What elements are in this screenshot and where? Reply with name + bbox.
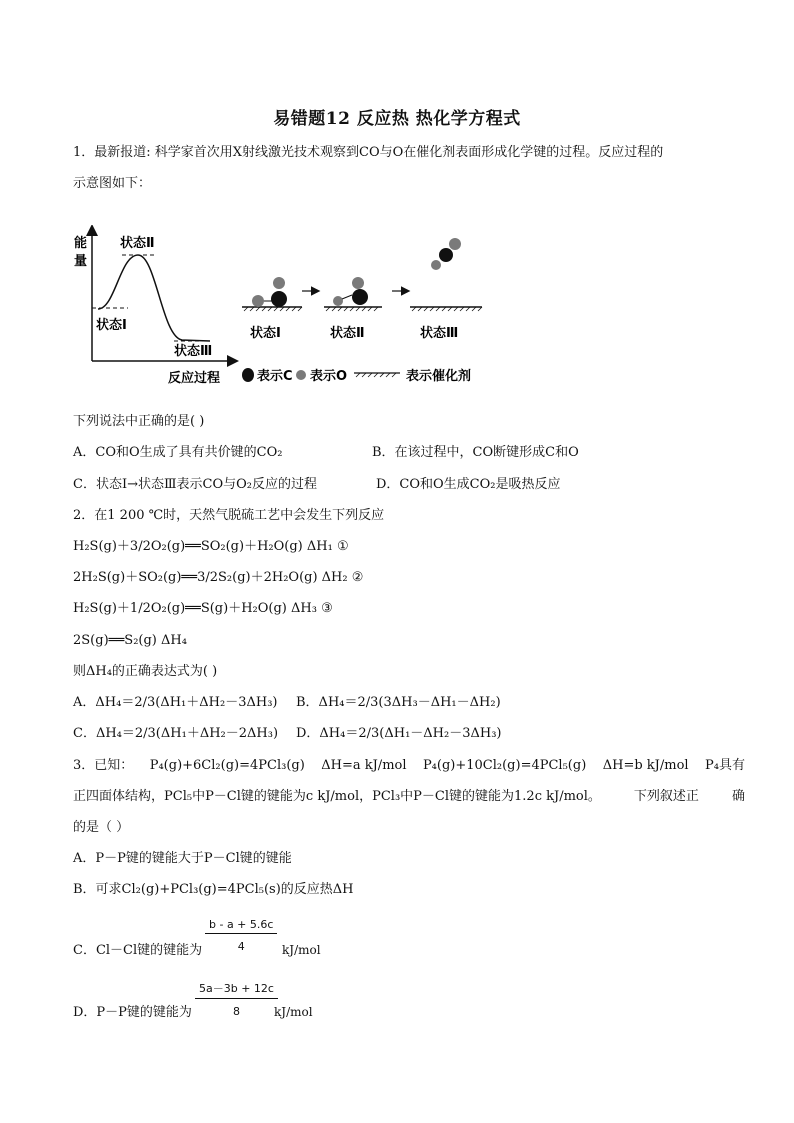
fraction-denominator: 8 — [232, 1005, 240, 1018]
q2-option-a: A．ΔH₄＝2/3(ΔH₁＋ΔH₂－3ΔH₃) — [73, 695, 278, 710]
q1-question: 下列说法中正确的是( ) — [73, 414, 205, 429]
fraction-denominator: 4 — [237, 940, 245, 953]
q1-option-a: A．CO和O生成了具有共价键的CO₂ — [73, 445, 283, 460]
legend-catalyst-label: 表示催化剂 — [406, 369, 472, 384]
q3-option-c-fraction — [205, 918, 277, 953]
legend-oxygen-swatch — [296, 370, 306, 380]
fraction-numerator: 5a－3b + 12c — [195, 980, 278, 999]
carbon-atom — [352, 289, 368, 305]
state1-caption: 状态Ⅰ — [250, 326, 281, 341]
q2-option-b: B．ΔH₄＝2/3(3ΔH₃－ΔH₁－ΔH₂) — [296, 695, 501, 710]
oxygen-atom — [449, 238, 461, 250]
legend-catalyst-swatch — [354, 373, 400, 377]
oxygen-atom — [273, 277, 285, 289]
carbon-atom — [271, 291, 287, 307]
state2-caption: 状态Ⅱ — [330, 326, 365, 341]
q1-option-b: B．在该过程中，CO断键形成C和O — [372, 445, 579, 460]
q2-equation-2: 2H₂S(g)＋SO₂(g)══3/2S₂(g)＋2H₂O(g) ΔH₂ ② — [73, 570, 364, 585]
q3-option-d-fraction — [195, 980, 278, 1018]
q2-equation-4: 2S(g)══S₂(g) ΔH₄ — [73, 633, 187, 648]
q1-option-c: C．状态Ⅰ→状态Ⅲ表示CO与O₂反应的过程 — [73, 477, 317, 492]
q3-stem-line3: 的是（ ） — [73, 820, 130, 835]
q2-question: 则ΔH₄的正确表达式为( ) — [73, 664, 218, 679]
state3-label: 状态Ⅲ — [174, 344, 213, 359]
q1-option-d: D．CO和O生成CO₂是吸热反应 — [376, 477, 561, 492]
q3-option-b: B．可求Cl₂(g)+PCl₃(g)=4PCl₅(s)的反应热ΔH — [73, 882, 354, 897]
fraction-numerator: b - a + 5.6c — [205, 918, 277, 934]
q1-stem-line1: 1．最新报道: 科学家首次用X射线激光技术观察到CO与O在催化剂表面形成化学键的过程。反应过程的 — [73, 145, 664, 160]
q1-stem-line2: 示意图如下： — [73, 176, 152, 191]
y-axis-label-bottom: 量 — [74, 254, 88, 269]
q2-option-d: D．ΔH₄＝2/3(ΔH₁－ΔH₂－3ΔH₃) — [296, 726, 502, 741]
carbon-atom — [439, 248, 453, 262]
oxygen-atom — [431, 260, 441, 270]
state1-label: 状态Ⅰ — [96, 318, 127, 333]
oxygen-atom — [252, 295, 264, 307]
oxygen-atom — [352, 277, 364, 289]
q3-stem-line2: 正四面体结构，PCl₅中P－Cl键的键能为c kJ/mol，PCl₃中P－Cl键的键能为1.2c kJ/mol。 下列叙述正 确 — [73, 789, 745, 804]
legend-carbon-swatch — [242, 368, 254, 382]
q3-option-c-label: C．Cl－Cl键的键能为 — [73, 943, 203, 958]
q2-stem: 2．在1 200 ℃时，天然气脱硫工艺中会发生下列反应 — [73, 508, 385, 523]
y-axis-label-top: 能 — [74, 236, 88, 251]
q3-option-d-label: D．P－P键的键能为 — [73, 1005, 192, 1020]
q3-stem-line1: 3．已知： P₄(g)+6Cl₂(g)=4PCl₃(g) ΔH=a kJ/mol P₄(g)+10Cl₂(g)=4PCl₅(g) ΔH=b kJ/mol P₄具有 — [73, 758, 745, 773]
q2-option-c: C．ΔH₄＝2/3(ΔH₁＋ΔH₂－2ΔH₃) — [73, 726, 279, 741]
q3-option-c-unit: kJ/mol — [282, 943, 321, 957]
x-axis-label: 反应过程 — [168, 371, 221, 386]
legend-oxygen-label: 表示O — [310, 369, 348, 384]
state3-caption: 状态Ⅲ — [420, 326, 459, 341]
q2-equation-1: H₂S(g)＋3/2O₂(g)══SO₂(g)＋H₂O(g) ΔH₁ ① — [73, 539, 349, 554]
reaction-process-figure — [70, 225, 490, 395]
page-title: 易错题12 反应热 热化学方程式 — [273, 109, 521, 129]
q3-option-a: A．P－P键的键能大于P－Cl键的键能 — [73, 851, 292, 866]
legend-carbon-label: 表示C — [257, 369, 293, 384]
q2-equation-3: H₂S(g)＋1/2O₂(g)══S(g)＋H₂O(g) ΔH₃ ③ — [73, 601, 333, 616]
q3-option-d-unit: kJ/mol — [274, 1005, 313, 1019]
state2-label: 状态Ⅱ — [120, 236, 155, 251]
oxygen-atom — [333, 296, 343, 306]
